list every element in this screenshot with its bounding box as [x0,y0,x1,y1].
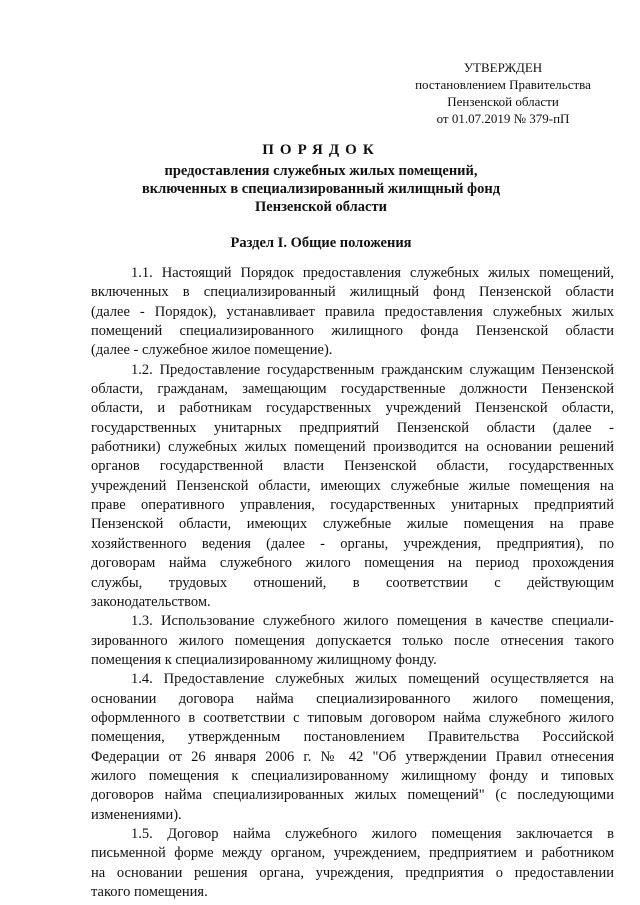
paragraph-line: 1.4. Предоставление служебных жилых помещений осуществляется на [131,671,614,688]
paragraph-line: Федерации от 26 января 2006 г. № 42 "Об утверждении Правил отнесения [91,748,614,765]
paragraph-line: 1.2. Предоставление государственным гражданским служащим Пензенской [131,361,614,378]
paragraph [91,670,614,825]
paragraph-line: органов государственной власти Пензенской области, государственных [91,458,614,475]
document-subtitle-line: предоставления служебных жилых помещений, [164,163,478,179]
paragraph-line: помещений специализированного жилищного фонда Пензенской области [91,323,614,340]
paragraph-line: помещения к специализированному жилищному фонду. [91,651,437,668]
paragraph-line: учреждений Пензенской области, имеющих служебные жилые помещения на [91,477,614,494]
paragraph-line: 1.3. Использование служебного жилого помещения в качестве специали- [131,613,614,630]
paragraph [91,825,614,902]
paragraph-line: 1.5. Договор найма служебного жилого помещения заключается в [131,825,614,842]
paragraph-line: включенных в специализированный жилищный фонд Пензенской области [91,284,614,301]
paragraph [91,612,614,670]
paragraph-line: законодательством. [91,593,211,610]
paragraph-line: жилого помещения к специализированному жилищному фонду и типовых [91,767,614,784]
approval-line: постановлением Правительства [415,77,591,92]
paragraph-line: оформленного в соответствии с типовым договором найма служебного жилого [91,709,614,726]
document-subtitle-line: Пензенской области [255,199,387,215]
body-text [91,264,614,902]
paragraph-line: письменной форме между органом, учреждением, предприятием и работником [91,845,614,862]
paragraph-line: службы, трудовых отношений, в соответствии с действующим [91,574,614,591]
title-block [88,140,554,216]
paragraph-line: государственных унитарных предприятий Пензенской области (далее - [91,419,614,436]
paragraph-line: помещения, утвержденным постановлением Правительства Российской [91,729,614,746]
paragraph-line: хозяйственного ведения (далее - органы, учреждения, предприятия), по [91,535,614,552]
paragraph-line: области, гражданам, замещающим государственные должности Пензенской [91,381,614,398]
document-title: ПОРЯДОК [262,142,380,158]
paragraph-line: праве оперативного управления, государственных унитарных предприятий [91,497,614,514]
approval-line: от 01.07.2019 № 379-пП [436,111,570,126]
paragraph-line: зированного жилого помещения допускается только после отнесения такого [91,632,614,649]
paragraph-line: на основании решения органа, учреждения, предприятия о предоставлении [91,864,614,881]
paragraph-line: работники) служебных жилых помещений производится на основании решений [91,439,614,456]
document-subtitle-line: включенных в специализированный жилищный фонд [141,181,501,197]
paragraph-line: изменениями). [91,806,182,823]
approval-line: Пензенской области [447,94,559,109]
paragraph-line: такого помещения. [91,884,208,900]
section-heading: Раздел I. Общие положения [230,235,412,251]
paragraph-line: договоров найма специализированных жилых помещений" (с последующими [91,787,614,804]
approval-line: УТВЕРЖДЕН [463,60,543,75]
paragraph-line: 1.1. Настоящий Порядок предоставления служебных жилых помещений, [131,265,614,281]
paragraph-line: основании договора найма специализированного жилого помещения, [91,690,614,707]
paragraph-line: (далее - Порядок), устанавливает правила предоставления служебных жилых [91,303,614,320]
paragraph-line: (далее - служебное жилое помещение). [91,342,333,359]
paragraph-line: Пензенской области, имеющих служебные жилые помещения на праве [91,516,614,533]
approval-stamp [400,59,606,127]
paragraph-line: области, и работникам государственных учреждений Пензенской области, [91,400,614,417]
paragraph-line: договорам найма служебного жилого помещения на период прохождения [91,555,614,572]
paragraph [91,361,614,612]
paragraph [91,264,614,361]
